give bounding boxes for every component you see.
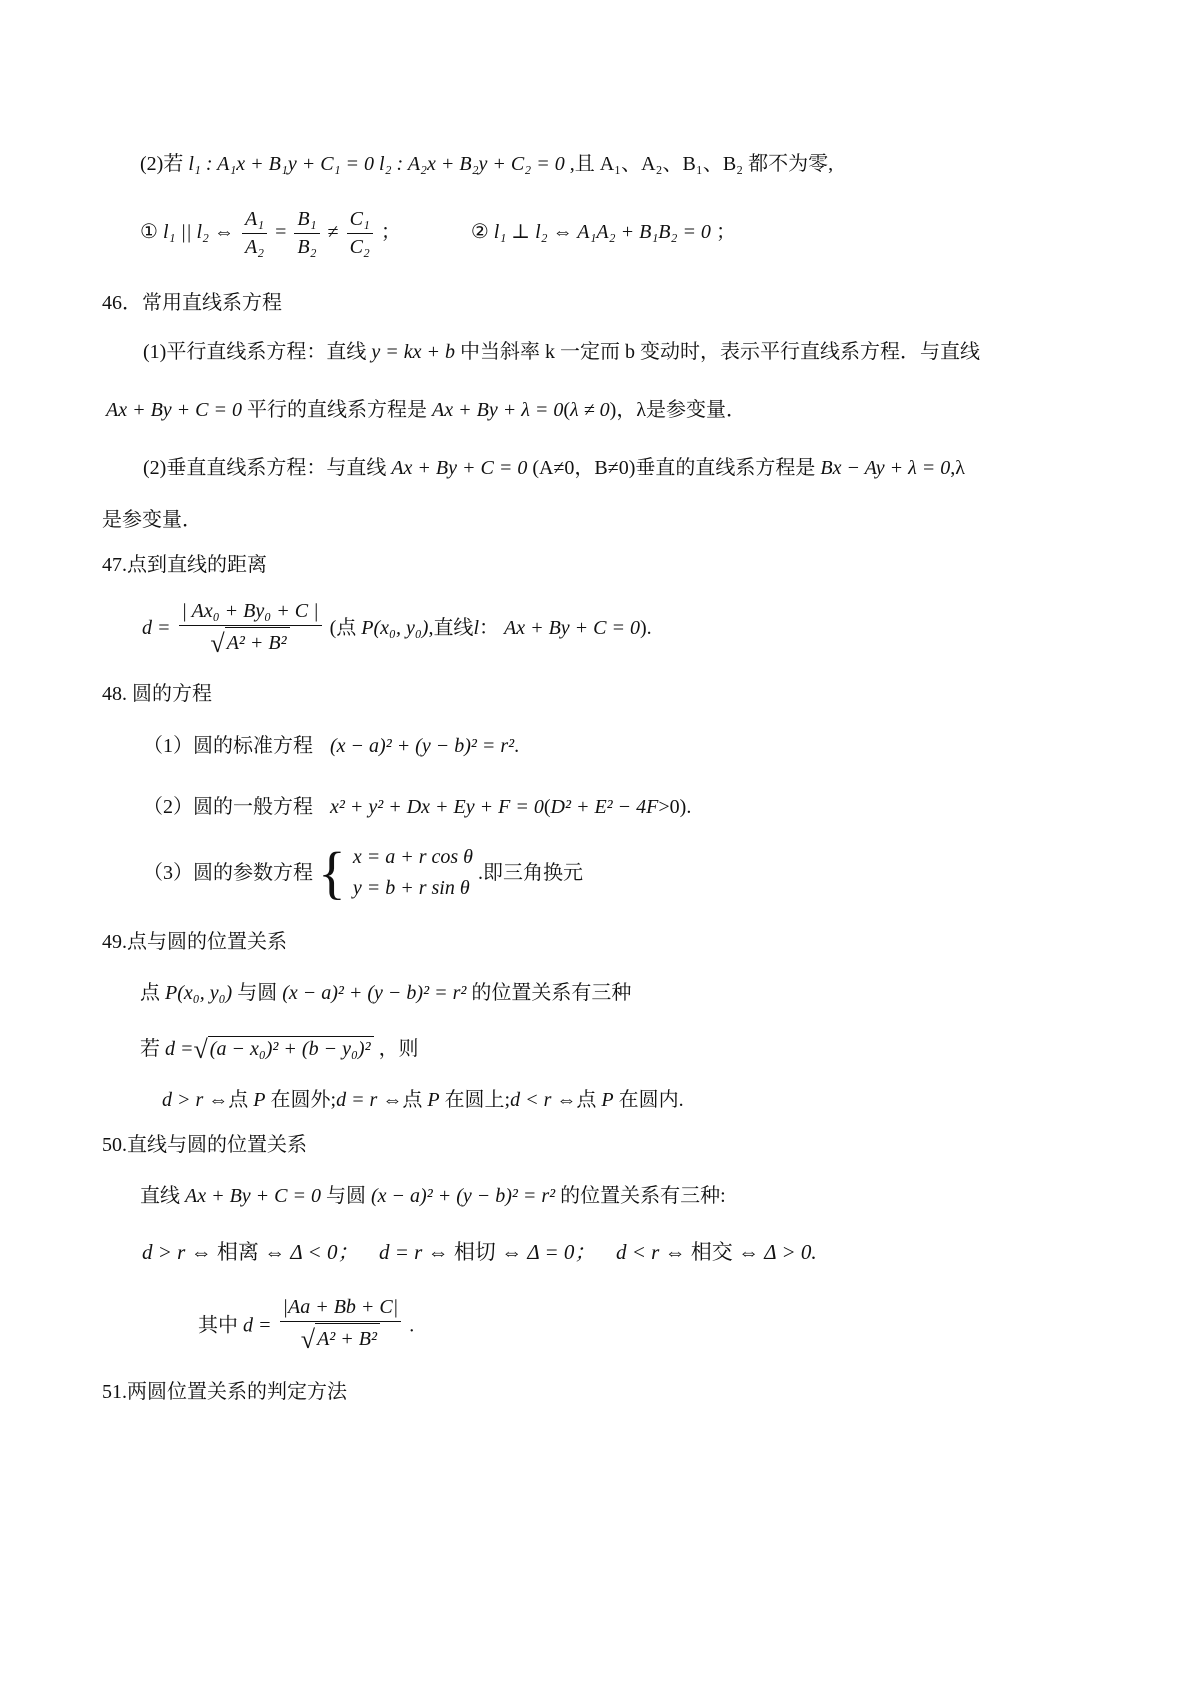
text: 的位置关系有三种: — [560, 1185, 726, 1207]
text: 若 — [140, 1038, 160, 1060]
text: 其中 — [198, 1314, 238, 1337]
text: 在圆内. — [618, 1089, 684, 1111]
text: 相交 — [690, 1240, 733, 1264]
formula: Bx − Ay + λ = 0 — [820, 457, 951, 479]
section-heading-50: 50.直线与圆的位置关系 — [102, 1134, 307, 1156]
text: ,直线 — [428, 617, 474, 640]
fraction — [294, 206, 319, 261]
distance-formula-line — [142, 598, 652, 661]
brace: { — [318, 840, 346, 905]
formula: P(x₀, y₀) — [361, 617, 429, 640]
formula: ⇔ Δ > 0. — [738, 1240, 817, 1264]
formula: Ax + By + C = 0 — [106, 399, 243, 421]
text: （3）圆的参数方程 — [143, 862, 313, 884]
formula: l₁ || l₂ ⇔ — [162, 221, 234, 244]
paragraph-parallel-2 — [106, 400, 746, 420]
denominator — [280, 1321, 402, 1357]
formula: d = — [243, 1314, 272, 1337]
circled-number: ① — [140, 221, 158, 244]
section-heading-49: 49.点与圆的位置关系 — [102, 931, 287, 953]
text: 相离 — [216, 1240, 259, 1264]
text: ； — [715, 221, 736, 244]
text: 与圆 — [237, 982, 278, 1004]
formula: ⇔ Δ < 0； — [264, 1240, 359, 1264]
formula: (x − a)² + (y − b)² = r² — [282, 982, 467, 1004]
numerator: |Aa + Bb + C| — [282, 1296, 399, 1318]
section-heading-48: 48. 圆的方程 — [102, 683, 212, 705]
text: （2）圆的一般方程 — [143, 796, 313, 818]
line-circle-cases — [142, 1242, 817, 1263]
text: 平行的直线系方程是 — [247, 399, 428, 421]
formula: ⇔ Δ = 0； — [501, 1240, 596, 1264]
radical-sign: √ — [300, 1325, 316, 1354]
radical-sign: √ — [193, 1035, 208, 1064]
formula: P — [253, 1089, 266, 1111]
circled-number: ② — [470, 221, 489, 244]
numerator: B₁ — [297, 208, 317, 230]
text: 在圆外; — [270, 1089, 337, 1111]
fraction — [179, 598, 322, 661]
section-heading-47: 47.点到直线的距离 — [102, 554, 267, 576]
text: (2)垂直直线系方程：与直线 — [143, 457, 387, 479]
circle-general-equation — [143, 797, 691, 817]
radicand: A² + B² — [225, 627, 290, 657]
formula: Ax + By + λ = 0 — [432, 399, 564, 421]
section-heading-51: 51.两圆位置关系的判定方法 — [102, 1381, 347, 1403]
text: ,且 A₁、A₂、B₁、B₂ 都不为零, — [569, 153, 834, 175]
section-heading-46: 46．常用直线系方程 — [102, 292, 282, 314]
formula: Ax + By + C = 0 — [185, 1185, 322, 1207]
text: （1）圆的标准方程 — [143, 735, 313, 757]
formula: x² + y² + Dx + Ey + F = 0 — [330, 796, 544, 818]
condition-intro-line — [140, 154, 833, 174]
formula: x = a + r cos θ — [352, 846, 473, 868]
formula: l — [473, 617, 479, 640]
formula-l1: l₁ : A₁x + B₁y + C₁ = 0 — [188, 153, 375, 175]
point-circle-line-3 — [162, 1090, 684, 1110]
formula: d > r ⇔ — [162, 1089, 229, 1111]
circle-standard-equation — [143, 736, 519, 756]
parallel-perpendicular-conditions: ① l₁ || l₂ ⇔ $\frac{\text{A₁}}{\text{A₂}}$ = $\frac{\text{B₁}}{\text{B₂}}$ ≠ $\frac{\text{C₁}}{\text{C₂}}$ ； ② l₁ ⊥ l₂ ⇔ A₁A₂ + B₁B₂ = 0 ； — [140, 206, 736, 261]
formula: Ax + By + C = 0 — [504, 617, 641, 640]
formula: y = kx + b — [371, 341, 455, 363]
text: (1)平行直线系方程：直线 — [143, 341, 367, 363]
text: )，λ是参变量． — [609, 399, 747, 421]
formula: d = r ⇔ — [336, 1089, 403, 1111]
paragraph-parallel-1 — [143, 342, 980, 362]
text: 在圆上; — [444, 1089, 511, 1111]
text: 直线 — [140, 1185, 180, 1207]
text: ( — [563, 399, 571, 421]
text: (A≠0，B≠0)垂直的直线系方程是 — [532, 457, 816, 479]
line-circle-line-1 — [140, 1186, 726, 1206]
text: 点 — [402, 1089, 423, 1111]
text: (点 — [329, 617, 357, 640]
text: 与圆 — [326, 1185, 367, 1207]
denominator: C₂ — [347, 233, 373, 261]
text: 的位置关系有三种 — [471, 982, 632, 1004]
numerator: C₁ — [349, 208, 370, 230]
point-circle-line-1 — [140, 983, 631, 1003]
line-circle-distance — [198, 1294, 414, 1357]
formula: d < r ⇔ — [510, 1089, 577, 1111]
circle-parametric-equation — [143, 842, 583, 904]
numerator: | Ax₀ + By₀ + C | — [181, 600, 319, 622]
denominator: B₂ — [294, 233, 319, 261]
text: 相切 — [453, 1240, 496, 1264]
text: ,λ — [950, 457, 965, 479]
fraction — [242, 206, 267, 261]
formula: d < r ⇔ — [615, 1240, 686, 1264]
formula: Ax + By + C = 0 — [391, 457, 528, 479]
formula: y = b + r sin θ — [352, 877, 470, 899]
formula: d > r ⇔ — [142, 1240, 212, 1264]
formula-l2: l₂ : A₂x + B₂y + C₂ = 0 — [379, 153, 565, 175]
formula: λ ≠ 0 — [570, 399, 610, 421]
text: ( — [543, 796, 551, 818]
formula: P(x₀, y₀) — [165, 982, 233, 1004]
fraction — [280, 1294, 402, 1357]
formula: P — [427, 1089, 440, 1111]
fraction — [347, 206, 373, 261]
text: (2)若 — [140, 153, 184, 175]
text: 点 — [576, 1089, 597, 1111]
formula: l₁ ⊥ l₂ ⇔ A₁A₂ + B₁B₂ = 0 — [493, 221, 711, 244]
paragraph-perpendicular-2: 是参变量． — [102, 509, 202, 531]
radical-sign: √ — [210, 629, 225, 658]
formula: (x − a)² + (y − b)² = r² — [330, 735, 515, 757]
paragraph-perpendicular-1 — [143, 458, 965, 478]
text: 中当斜率 k 一定而 b 变动时，表示平行直线系方程．与直线 — [459, 341, 980, 363]
formula: D² + E² − 4F — [550, 796, 659, 818]
denominator: A₂ — [242, 233, 267, 261]
text: . — [514, 735, 520, 757]
radicand: A² + B² — [315, 1323, 380, 1353]
radicand: (a − x₀)² + (b − y₀)² — [208, 1036, 374, 1059]
formula: d = r ⇔ — [378, 1240, 449, 1264]
text: ； — [380, 221, 401, 244]
parametric-cases — [353, 842, 473, 904]
text: . — [409, 1314, 415, 1337]
text: 点 — [228, 1089, 249, 1111]
formula: (x − a)² + (y − b)² = r² — [371, 1185, 556, 1207]
denominator — [179, 625, 322, 661]
text: ，则 — [378, 1038, 419, 1060]
formula: d = — [165, 1038, 194, 1060]
text: >0). — [658, 796, 692, 818]
formula: P — [601, 1089, 614, 1111]
formula: d = — [142, 617, 171, 640]
numerator: A₁ — [244, 208, 265, 230]
text: ： — [479, 617, 499, 640]
text: .即三角换元 — [477, 862, 583, 884]
text: ). — [640, 617, 652, 640]
point-circle-line-2 — [140, 1036, 419, 1063]
text: 点 — [140, 982, 160, 1004]
